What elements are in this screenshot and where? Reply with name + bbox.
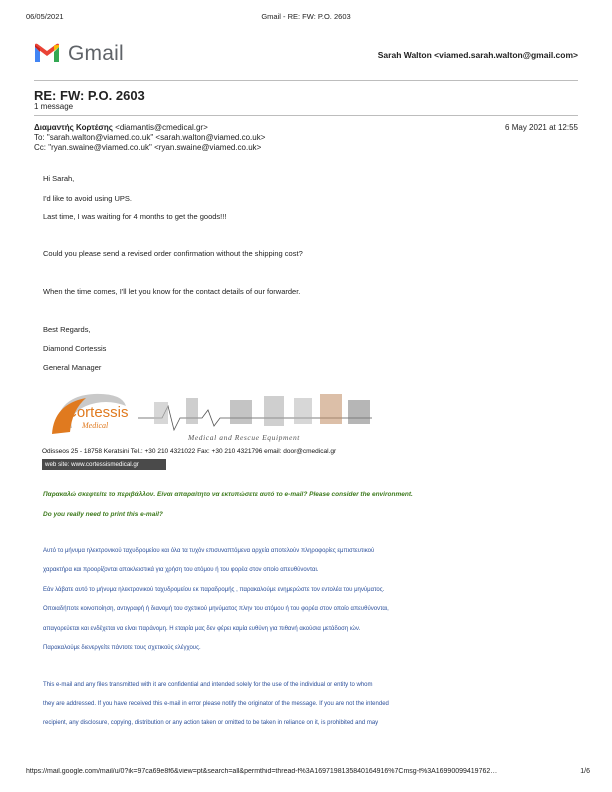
body-line: Diamond Cortessis — [43, 344, 107, 353]
message-count: 1 message — [34, 102, 74, 111]
account-user: Sarah Walton <viamed.sarah.walton@gmail.com> — [377, 50, 578, 60]
to-line: To: "sarah.walton@viamed.co.uk" <sarah.walton@viamed.co.uk> — [34, 133, 266, 142]
subject-divider — [34, 115, 578, 116]
body-line: Best Regards, — [43, 325, 91, 334]
body-line: I'd like to avoid using UPS. — [43, 194, 132, 203]
disclaimer-line: This e-mail and any files transmitted with it are confidential and intended solely for the use of the individual or entity to whom — [43, 682, 373, 688]
print-url: https://mail.google.com/mail/u/0?ik=97ca69e8f6&view=pt&search=all&permthid=thread-f%3A1697198135840164916%7Cmsg-f%3A16990099419762… — [26, 768, 498, 775]
signature-contact: Odisseos 25 - 18758 Keratsini Tel.: +30 210 4321022 Fax: +30 210 4321796 email: door@cmedical.gr — [42, 448, 337, 455]
disclaimer-line: they are addressed. If you have received this e-mail in error please notify the originator of the message. If you are not the intended — [43, 701, 389, 707]
disclaimer-line: recipient, any disclosure, copying, distribution or any action taken or omitted to be taken in reliance on it, is prohibited and may — [43, 720, 379, 726]
body-line: Hi Sarah, — [43, 174, 75, 183]
print-date: 06/05/2021 — [26, 12, 64, 21]
sender — [34, 123, 208, 132]
body-line: Could you please send a revised order confirmation without the shipping cost? — [43, 249, 303, 258]
gmail-m-icon — [34, 42, 60, 64]
brand-logo-text: Cortessis — [66, 404, 129, 421]
sender-email[interactable]: <diamantis@cmedical.gr> — [115, 123, 208, 132]
brand-sub-text: Medical — [82, 421, 109, 430]
page-number: 1/6 — [580, 768, 590, 775]
body-line: General Manager — [43, 363, 102, 372]
signature-website[interactable]: web site: www.cortessismedical.gr — [42, 459, 166, 470]
disclaimer-line: Αυτό το μήνυμα ηλεκτρονικού ταχυδρομείου και όλα τα τυχόν επισυναπτόμενα αρχεία αποτελούν πληροφορίες εμπιστευτικού — [43, 548, 375, 554]
disclaimer-line: Παρακαλούμε διενεργείτε πάντοτε τους σχετικούς ελέγχους. — [43, 645, 201, 651]
environment-notice: Παρακαλώ σκεφτείτε το περιβάλλον. Είναι απαραίτητο να εκτυπώσετε αυτό το e-mail? Please consider the environment. — [43, 491, 413, 498]
message-date: 6 May 2021 at 12:55 — [505, 123, 578, 132]
print-title: Gmail - RE: FW: P.O. 2603 — [261, 12, 351, 21]
body-line: When the time comes, I'll let you know for the contact details of our forwarder. — [43, 287, 301, 296]
environment-notice: Do you really need to print this e-mail? — [43, 511, 163, 518]
disclaimer-line: Εάν λάβατε αυτό το μήνυμα ηλεκτρονικού ταχυδρομείου εκ παραδρομής , παρακαλούμε ενημερώστε τον εντολέα του μηνύματος. — [43, 587, 385, 593]
disclaimer-line: απαγορεύεται και ενδέχεται να είναι παράνομη. Η εταιρία μας δεν φέρει καμία ευθύνη για πιθανή ακούσια μετάδοση ιών. — [43, 626, 361, 632]
brand-tagline: Medical and Rescue Equipment — [188, 433, 300, 442]
sender-name: Διαμαντής Κορτέσης — [34, 123, 113, 132]
disclaimer-line: χαρακτήρα και προορίζονται αποκλειστικά για χρήση του ατόμου ή του φορέα στον οποίο απευθύνονται. — [43, 567, 319, 573]
signature-banner — [42, 388, 384, 446]
header-divider — [34, 80, 578, 81]
thread-subject: RE: FW: P.O. 2603 — [34, 88, 145, 103]
gmail-wordmark: Gmail — [68, 42, 124, 65]
cc-line: Cc: "ryan.swaine@viamed.co.uk" <ryan.swaine@viamed.co.uk> — [34, 143, 262, 152]
body-line: Last time, I was waiting for 4 months to get the goods!!! — [43, 212, 227, 221]
disclaimer-line: Οποιαδήποτε κοινοποίηση, αντιγραφή ή διανομή του σχετικού μηνύματος πλην του ατόμου ή του φορέα στον οποίο απευθύνονται, — [43, 606, 389, 612]
